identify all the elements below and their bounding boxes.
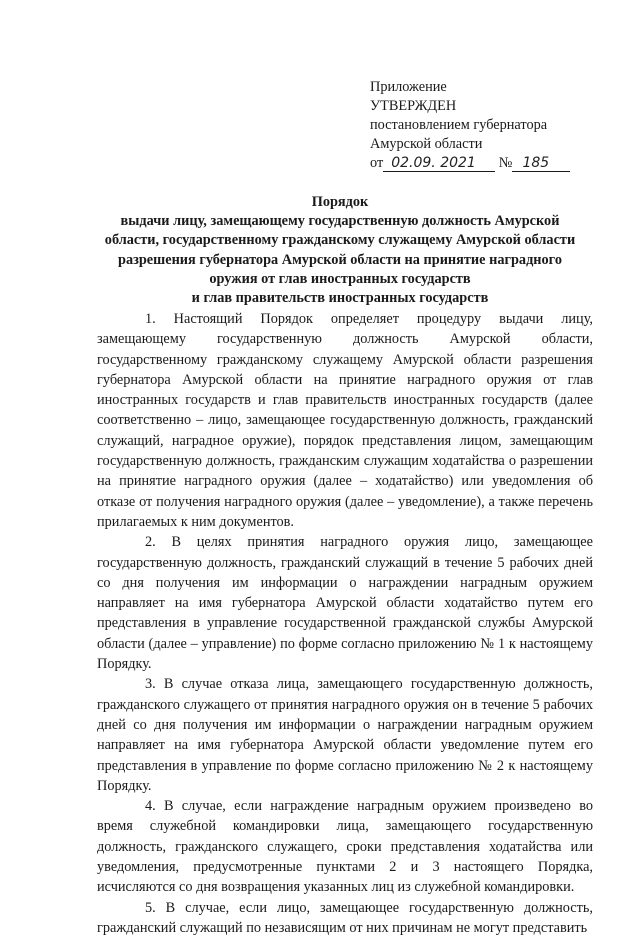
- approval-date-number-line: [370, 154, 610, 173]
- paragraph-4: 4. В случае, если награждение наградным оружием произведено во время служебной командировки лица, замещающего государственную должность, гражданского служащего, сроки представления ходатайства или уведомления, предусмотренные пунктами 2 и 3 настоящего Порядка, исчисляются со дня возвращения указанных лиц из служебной командировки.: [97, 798, 593, 896]
- approval-resolution-label: постановлением губернатора: [370, 117, 548, 133]
- document-title: [90, 193, 590, 308]
- paragraph-2: 2. В целях принятия наградного оружия лицо, замещающее государственную должность, гражданский служащий в течение 5 рабочих дней со дня получения им информации о награждении наградным оружием направляет на имя губернатора Амурской области ходатайство путем его представления в управление государственной гражданской службы Амурской области (далее – управление) по форме согласно приложению № 1 к настоящему Порядку.: [97, 534, 593, 673]
- handwritten-date: 02.09. 2021: [383, 155, 495, 172]
- document-body: [97, 309, 593, 938]
- title-line: оружия от глав иностранных государств: [209, 270, 471, 287]
- approval-appendix-label: Приложение: [370, 79, 447, 95]
- approval-approved-label: УТВЕРЖДЕН: [370, 98, 457, 114]
- paragraph-3: 3. В случае отказа лица, замещающего государственную должность, гражданского служащего от принятия наградного оружия он в течение 5 рабочих дней со дня получения им информации о награждении наградным оружием направляет на имя губернатора Амурской области уведомление путем его представления в управление по форме согласно приложению № 2 к настоящему Порядку.: [97, 676, 593, 794]
- title-line: разрешения губернатора Амурской области на принятие наградного: [118, 251, 562, 268]
- title-line: выдачи лицу, замещающему государственную должность Амурской: [120, 213, 560, 230]
- handwritten-number: 185: [512, 155, 570, 172]
- number-prefix: №: [498, 155, 513, 171]
- paragraph-1: 1. Настоящий Порядок определяет процедуру выдачи лицу, замещающему государственную должность Амурской области, государственному гражданскому служащему Амурской области разрешения губернатора Амурской области на принятие наградного оружия от глав иностранных государств и глав правительств иностранных государств (далее соответственно – лицо, замещающее государственную должность, гражданский служащий, наградное оружие), порядок представления лицом, замещающим государственную должность, гражданским служащим ходатайства о разрешении на принятие наградного оружия (далее – ходатайство) или уведомления об отказе от получения наградного оружия (далее – уведомление), а также перечень прилагаемых к ним документов.: [97, 311, 593, 530]
- date-prefix: от: [370, 155, 384, 171]
- title-line: и глав правительств иностранных государств: [191, 290, 489, 307]
- title-heading: Порядок: [311, 194, 369, 210]
- paragraph-5: 5. В случае, если лицо, замещающее государственную должность, гражданский служащий по независящим от них причинам не могут представить: [97, 899, 593, 936]
- approval-stamp: [370, 78, 610, 173]
- approval-region-label: Амурской области: [370, 136, 483, 152]
- title-line: области, государственному гражданскому служащему Амурской области: [104, 232, 576, 249]
